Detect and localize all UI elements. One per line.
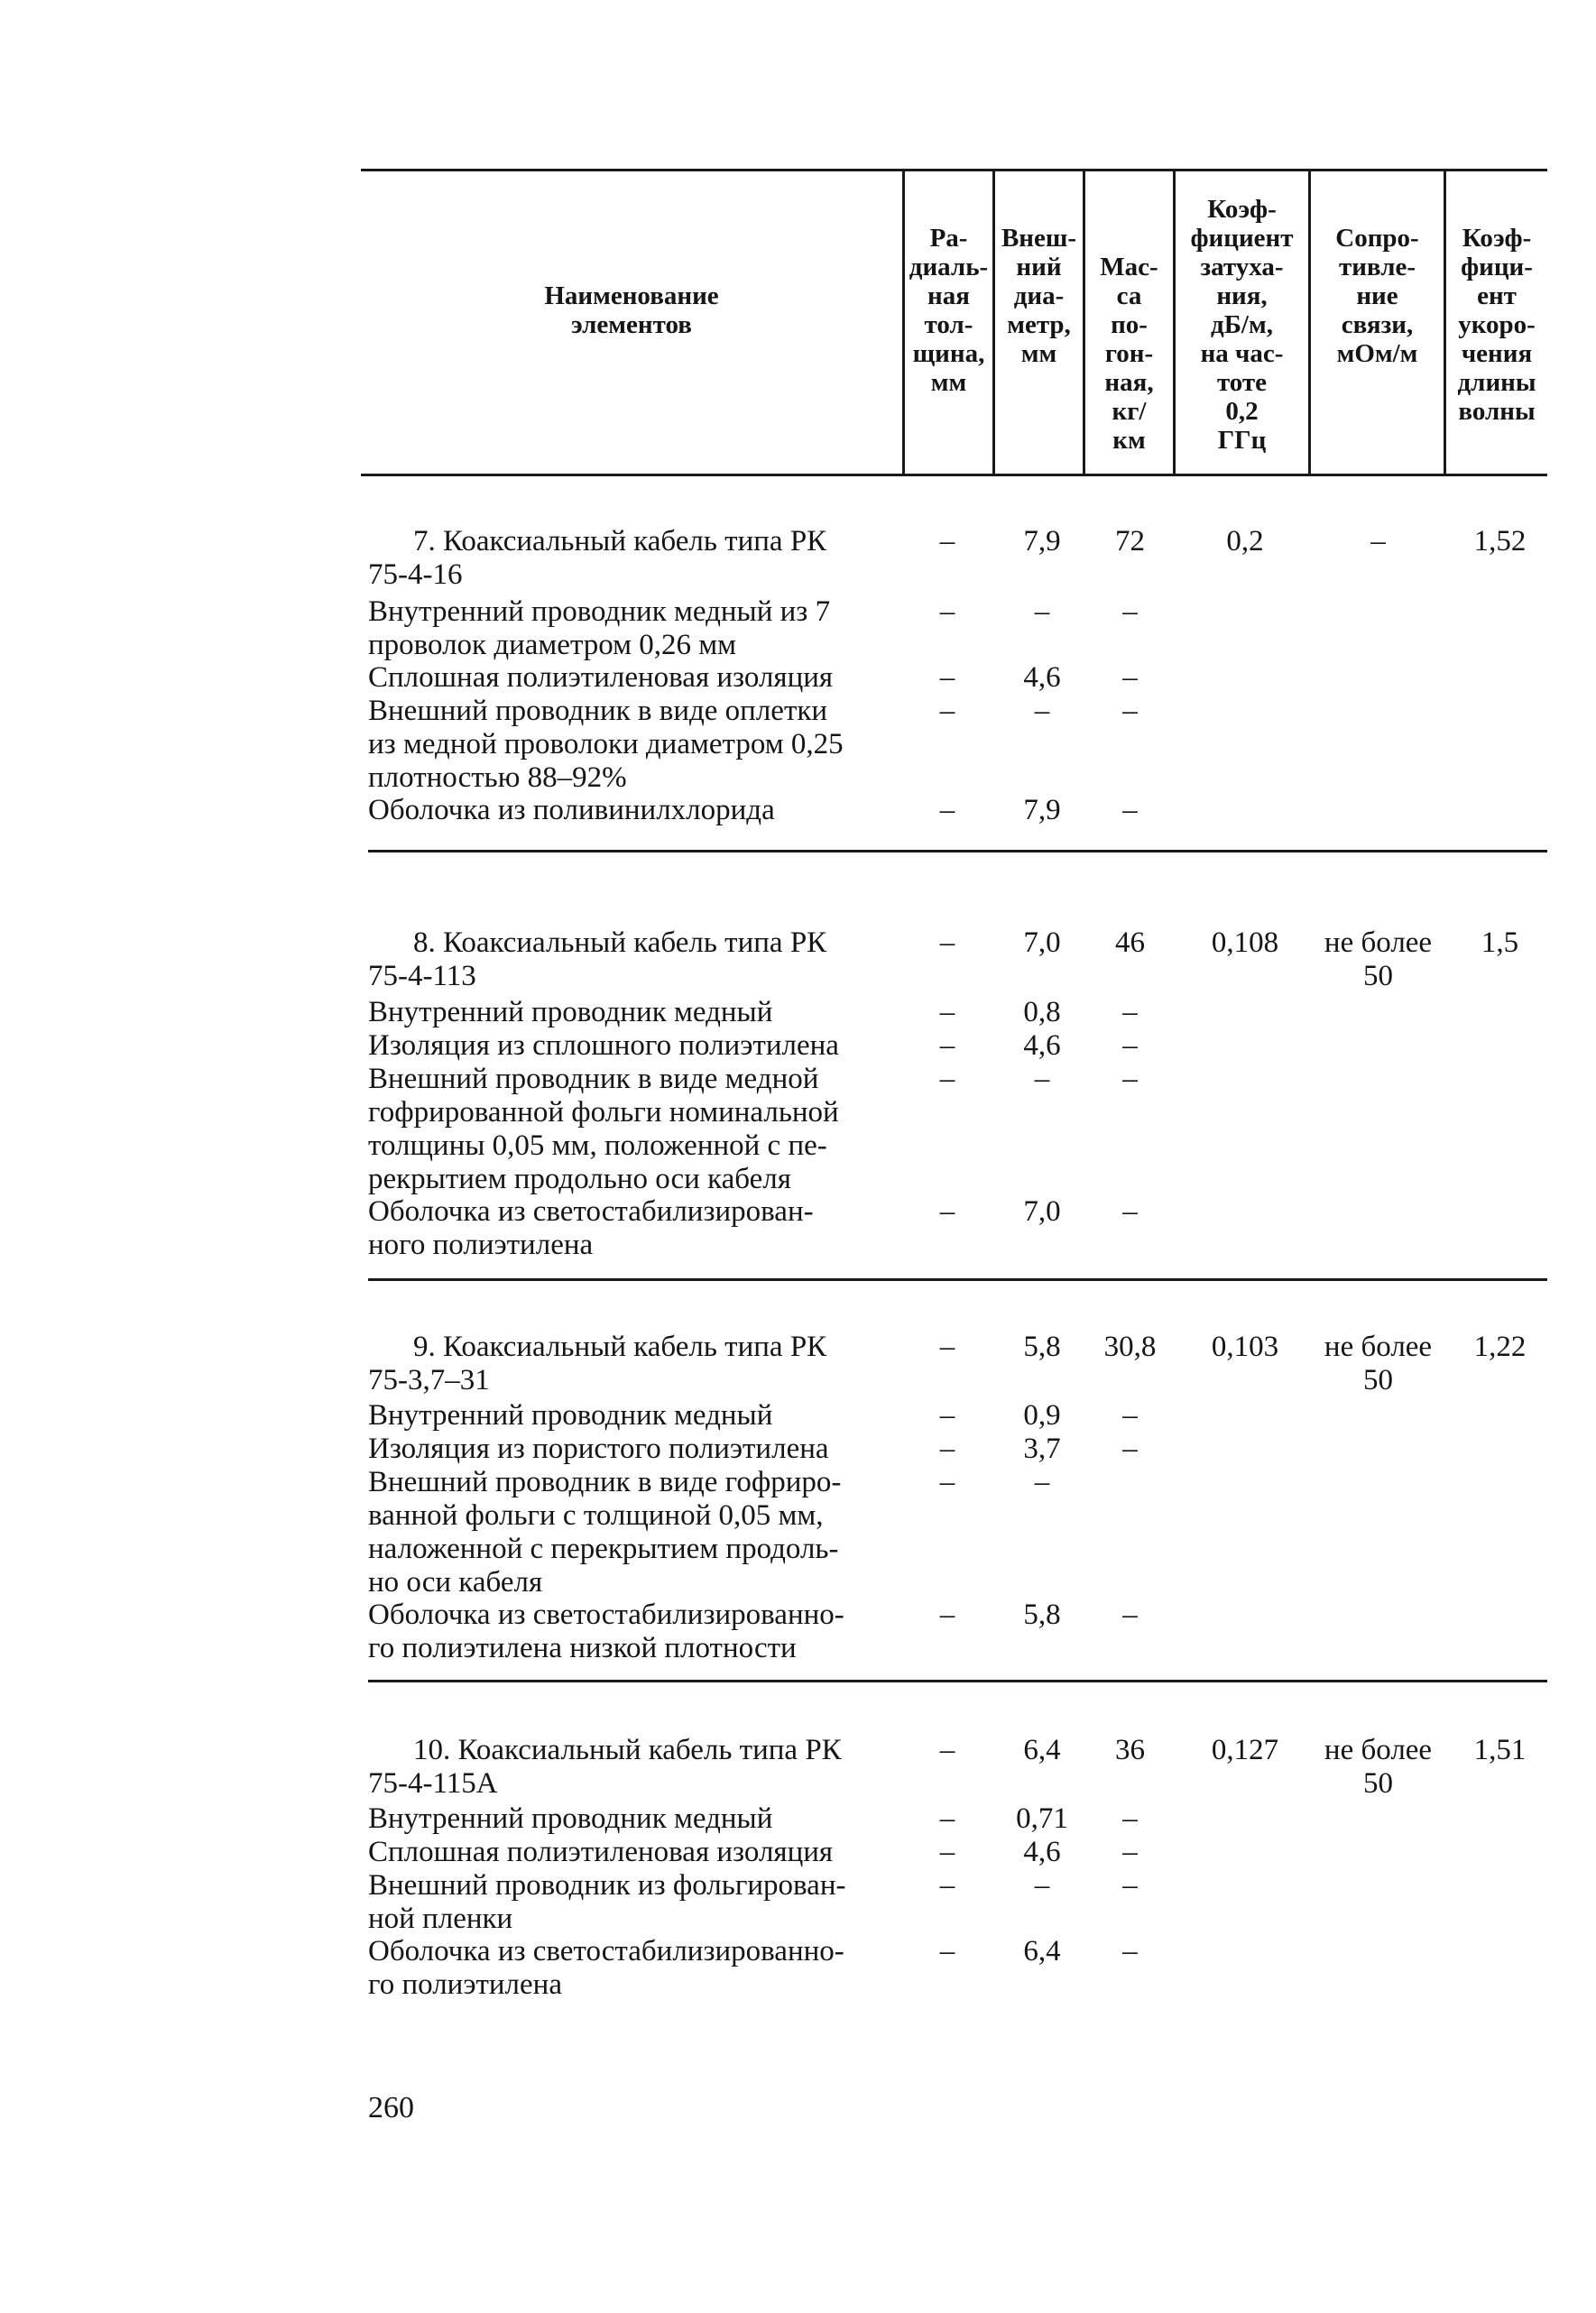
outer-diameter-cell: – [1034,1869,1050,1902]
header-attenuation: Коэф- фициент затуха- ния, дБ/м, на час- тоте 0,2 ГГц [1190,195,1294,455]
outer-diameter-cell: 6,4 [1023,1734,1061,1766]
table-top-rule [361,169,1547,171]
linear-mass-cell: – [1122,996,1138,1028]
row-name [368,1466,920,1599]
row-name-line: 75-4-16 [368,558,463,591]
radial-thickness-cell: – [939,926,955,959]
radial-thickness-cell: – [939,1802,955,1835]
group-separator-7-8 [368,850,1547,852]
outer-diameter-cell: 5,8 [1023,1331,1061,1363]
radial-thickness-cell: – [939,1063,955,1095]
row-name [368,1935,920,2002]
row-name [368,525,920,592]
coupling-resistance-cell [1313,926,1444,993]
outer-diameter-cell: 7,9 [1023,525,1061,558]
row-name-line: наложенной с перекрытием продоль- [368,1533,839,1565]
coupling-resistance-line: не более [1324,926,1433,959]
outer-diameter-cell: – [1034,1466,1050,1498]
header-linear-mass: Мас- са по- гон- ная, кг/ км [1100,253,1158,455]
row-name-line: 75-4-113 [368,960,476,992]
radial-thickness-cell: – [939,595,955,628]
radial-thickness-cell: – [939,1869,955,1902]
linear-mass-cell: – [1122,1195,1138,1228]
row-name [368,1836,920,1869]
row-name-line: 10. Коаксиальный кабель типа РК [413,1734,842,1766]
attenuation-cell: 0,103 [1211,1331,1279,1363]
outer-diameter-cell: 7,9 [1023,794,1061,826]
header-coupling-resistance: Сопро- тивле- ние связи, мОм/м [1335,224,1419,368]
shortening-factor-cell: 1,5 [1481,926,1519,959]
linear-mass-cell: – [1122,1063,1138,1095]
row-name-line: го полиэтилена [368,1968,562,2001]
row-name-line: из медной проволоки диаметром 0,25 [368,728,844,760]
radial-thickness-cell: – [939,996,955,1028]
row-name [368,1734,920,1801]
row-name [368,926,920,993]
linear-mass-cell: – [1122,695,1138,727]
page-number: 260 [368,2091,414,2124]
radial-thickness-cell: – [939,661,955,694]
row-name-line: Оболочка из светостабилизированно- [368,1599,844,1631]
header-outer-diameter: Внеш- ний диа- метр, мм [1001,224,1077,368]
radial-thickness-cell: – [939,1734,955,1766]
linear-mass-cell: 72 [1115,525,1145,558]
radial-thickness-cell: – [939,525,955,558]
linear-mass-cell: – [1122,794,1138,826]
row-name-line: плотностью 88–92% [368,761,627,794]
radial-thickness-cell: – [939,794,955,826]
row-name [368,1802,920,1836]
row-name-line: Изоляция из сплошного полиэтилена [368,1029,839,1062]
row-name [368,1195,920,1262]
outer-diameter-cell: – [1034,1063,1050,1095]
row-name [368,661,920,695]
outer-diameter-cell: 0,71 [1016,1802,1068,1835]
row-name-line: Внутренний проводник медный [368,1399,773,1432]
linear-mass-cell: – [1122,1935,1138,1967]
linear-mass-cell: 46 [1115,926,1145,959]
linear-mass-cell: – [1122,1869,1138,1902]
row-name [368,1063,920,1196]
row-name [368,1331,920,1397]
outer-diameter-cell: 5,8 [1023,1599,1061,1631]
row-name-line: 7. Коаксиальный кабель типа РК [413,525,827,558]
row-name-line: 8. Коаксиальный кабель типа РК [413,926,827,959]
linear-mass-cell: 30,8 [1103,1331,1157,1363]
row-name-line: Внешний проводник в виде гофриро- [368,1466,842,1498]
outer-diameter-cell: 3,7 [1023,1433,1061,1465]
row-name [368,695,920,795]
row-name [368,794,920,827]
row-name-line: ванной фольги с толщиной 0,05 мм, [368,1499,824,1532]
radial-thickness-cell: – [939,1399,955,1432]
linear-mass-cell: 36 [1115,1734,1145,1766]
outer-diameter-cell: 0,8 [1023,996,1061,1028]
row-name [368,1399,920,1433]
coupling-resistance-line: 50 [1363,960,1393,992]
row-name [368,1029,920,1063]
coupling-resistance-line: не более [1324,1734,1433,1766]
header-name: Наименование элементов [544,281,719,339]
row-name-line: 75-4-115А [368,1767,498,1800]
row-name [368,996,920,1029]
row-name-line: Изоляция из пористого полиэтилена [368,1433,829,1465]
outer-diameter-cell: 0,9 [1023,1399,1061,1432]
coupling-resistance-cell [1313,1734,1444,1801]
outer-diameter-cell: – [1034,595,1050,628]
row-name [368,1599,920,1665]
row-name-line: Оболочка из светостабилизирован- [368,1195,814,1228]
radial-thickness-cell: – [939,1195,955,1228]
radial-thickness-cell: – [939,695,955,727]
linear-mass-cell: – [1122,1399,1138,1432]
row-name-line: Внешний проводник в виде медной [368,1063,819,1095]
shortening-factor-cell: 1,22 [1473,1331,1527,1363]
outer-diameter-cell: – [1034,695,1050,727]
coupling-resistance-cell [1313,525,1444,558]
linear-mass-cell: – [1122,1802,1138,1835]
radial-thickness-cell: – [939,1935,955,1967]
coupling-resistance-line: 50 [1363,1364,1393,1396]
row-name-line: Сплошная полиэтиленовая изоляция [368,1836,834,1868]
row-name-line: проволок диаметром 0,26 мм [368,629,737,661]
coupling-resistance-cell [1313,1331,1444,1397]
outer-diameter-cell: 4,6 [1023,1029,1061,1062]
row-name-line: Внутренний проводник медный [368,1802,773,1835]
outer-diameter-cell: 4,6 [1023,1836,1061,1868]
row-name-line: Внешний проводник из фольгирован- [368,1869,846,1902]
shortening-factor-cell: 1,52 [1473,525,1527,558]
coupling-resistance-line: 50 [1363,1767,1393,1800]
group-separator-9-10 [368,1680,1547,1682]
attenuation-cell: 0,127 [1211,1734,1279,1766]
linear-mass-cell: – [1122,1029,1138,1062]
radial-thickness-cell: – [939,1433,955,1465]
linear-mass-cell: – [1122,1433,1138,1465]
coupling-resistance-line: – [1370,525,1386,558]
row-name-line: Внешний проводник в виде оплетки [368,695,828,727]
group-separator-8-9 [368,1278,1547,1281]
header-radial-thickness: Ра- диаль- ная тол- щина, мм [909,224,989,397]
row-name-line: ной пленки [368,1903,513,1935]
radial-thickness-cell: – [939,1331,955,1363]
attenuation-cell: 0,108 [1211,926,1279,959]
row-name [368,1869,920,1936]
row-name-line: Внутренний проводник медный из 7 [368,595,831,628]
row-name [368,595,920,662]
row-name-line: но оси кабеля [368,1566,543,1599]
row-name [368,1433,920,1466]
attenuation-cell: 0,2 [1226,525,1264,558]
row-name-line: Внутренний проводник медный [368,996,773,1028]
coupling-resistance-line: не более [1324,1331,1433,1363]
outer-diameter-cell: 7,0 [1023,1195,1061,1228]
radial-thickness-cell: – [939,1029,955,1062]
row-name-line: ного полиэтилена [368,1229,594,1261]
row-name-line: Оболочка из светостабилизированно- [368,1935,844,1967]
outer-diameter-cell: 7,0 [1023,926,1061,959]
shortening-factor-cell: 1,51 [1473,1734,1527,1766]
header-shortening-factor: Коэф- фици- ент укоро- чения длины волны [1457,224,1536,426]
outer-diameter-cell: 4,6 [1023,661,1061,694]
outer-diameter-cell: 6,4 [1023,1935,1061,1967]
row-name-line: 9. Коаксиальный кабель типа РК [413,1331,827,1363]
linear-mass-cell: – [1122,1599,1138,1631]
linear-mass-cell: – [1122,595,1138,628]
row-name-line: Сплошная полиэтиленовая изоляция [368,661,834,694]
row-name-line: рекрытием продольно оси кабеля [368,1163,791,1195]
linear-mass-cell: – [1122,1836,1138,1868]
linear-mass-cell: – [1122,661,1138,694]
row-name-line: гофрированной фольги номинальной [368,1096,839,1129]
row-name-line: 75-3,7–31 [368,1364,490,1396]
header-bottom-rule [361,474,1547,476]
radial-thickness-cell: – [939,1836,955,1868]
row-name-line: Оболочка из поливинилхлорида [368,794,775,826]
radial-thickness-cell: – [939,1466,955,1498]
radial-thickness-cell: – [939,1599,955,1631]
row-name-line: толщины 0,05 мм, положенной с пе- [368,1129,827,1162]
row-name-line: го полиэтилена низкой плотности [368,1632,797,1664]
